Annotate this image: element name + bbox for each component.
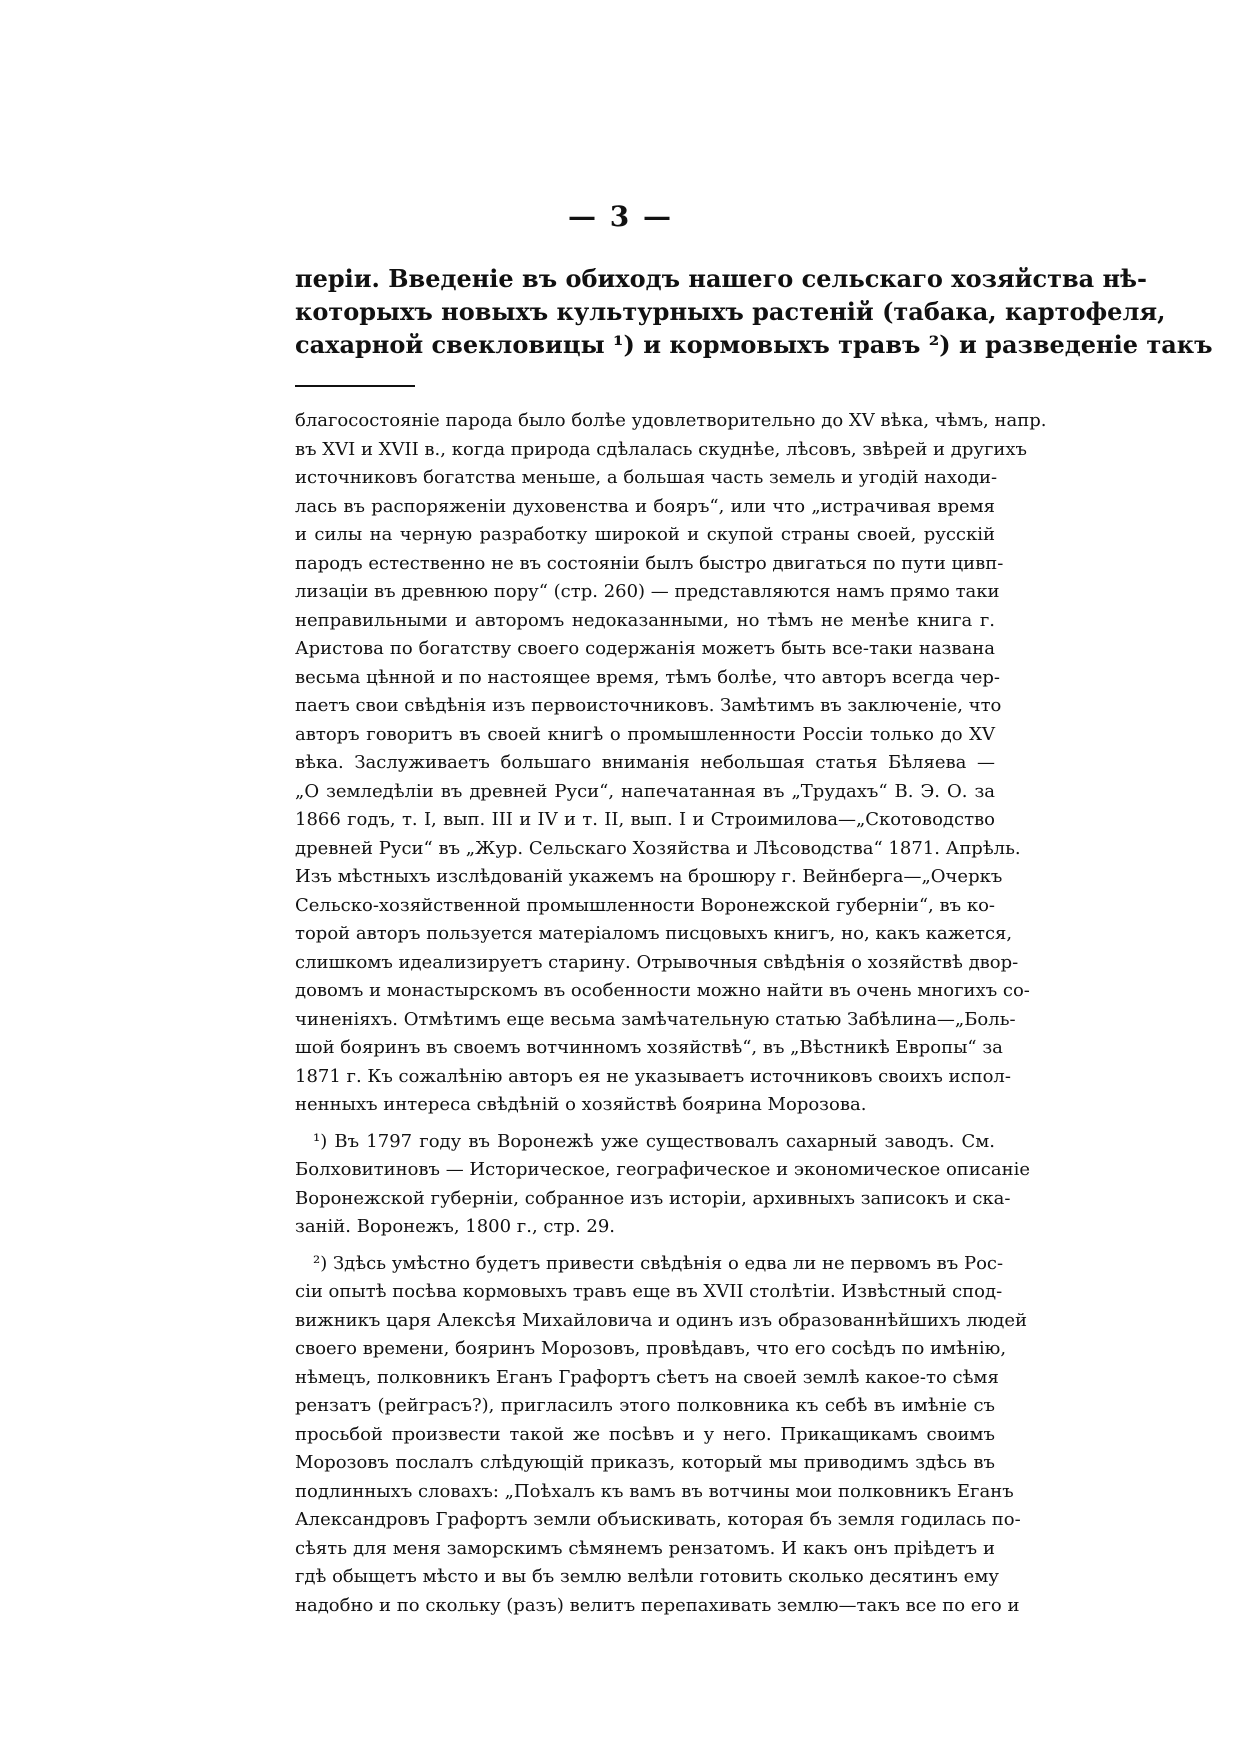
footnote-line: чиненіяхъ. Отмѣтимъ еще весьма замѣчательную статью Забѣлина—„Боль- (295, 1008, 1016, 1030)
page-number: — 3 — (568, 200, 673, 233)
footnote-line: шой бояринъ въ своемъ вотчинномъ хозяйствѣ“, въ „Вѣстникѣ Европы“ за (295, 1037, 1003, 1058)
footnote-line: Александровъ Графортъ земли объискивать, которая бъ земля годилась по- (295, 1509, 1021, 1530)
footnote-line: Воронежской губерніи, собранное изъ исторіи, архивныхъ записокъ и ска- (295, 1187, 1011, 1209)
footnote-line: Морозовъ послалъ слѣдующій приказъ, который мы приводимъ здѣсь въ (295, 1452, 995, 1473)
main-text-line: которыхъ новыхъ культурныхъ растеній (табака, картофеля, (295, 297, 1166, 326)
footnote-line: въ XVI и XVII в., когда природа сдѣлалась скуднѣе, лѣсовъ, звѣрей и другихъ (295, 438, 1027, 460)
footnote-separator (295, 385, 415, 387)
footnote-line: 1871 г. Къ сожалѣнію авторъ ея не указываетъ источниковъ своихъ испол- (295, 1065, 1011, 1087)
footnote-line: своего времени, бояринъ Морозовъ, провѣдавъ, что его сосѣдъ по имѣнію, (295, 1338, 1007, 1359)
footnote-continuation (295, 407, 1047, 1120)
footnote-line: сіи опытѣ посѣва кормовыхъ травъ еще въ XVII столѣтіи. Извѣстный спод- (295, 1281, 1003, 1302)
footnote-line: слишкомъ идеализируетъ старину. Отрывочныя свѣдѣнія о хозяйствѣ двор- (295, 951, 1019, 973)
footnote-line: благосостояніе парода было болѣе удовлетворительно до XV вѣка, чѣмъ, напр. (295, 410, 1047, 431)
footnote-line: и силы на черную разработку широкой и скупой страны своей, русскій (295, 524, 995, 545)
footnote-line: надобно и по скольку (разъ) велитъ перепахивать землю—такъ все по его и (295, 1594, 1020, 1616)
main-text (295, 262, 1213, 361)
footnote-line: Сельско-хозяйственной промышленности Воронежской губерніи“, въ ко- (295, 894, 995, 916)
footnote-line: древней Руси“ въ „Жур. Сельскаго Хозяйства и Лѣсоводства“ 1871. Апрѣль. (295, 837, 1021, 859)
footnote-line: довомъ и монастырскомъ въ особенности можно найти въ очень многихъ со- (295, 980, 1030, 1001)
footnote-line: вижникъ царя Алексѣя Михайловича и одинъ изъ образованнѣйшихъ людей (295, 1309, 1028, 1331)
footnote-line: „О земледѣліи въ древней Руси“, напечатанная въ „Трудахъ“ В. Э. О. за (295, 780, 995, 802)
footnote-2 (295, 1250, 1028, 1621)
footnote-line: ненныхъ интереса свѣдѣній о хозяйствѣ боярина Морозова. (295, 1094, 867, 1115)
footnote-line: пародъ естественно не въ состояніи былъ быстро двигаться по пути цивп- (295, 552, 1004, 574)
footnote-line: лизаціи въ древнюю пору“ (стр. 260) — представляются намъ прямо таки (295, 581, 1000, 602)
footnote-line: источниковъ богатства меньше, а большая часть земель и угодій находи- (295, 467, 998, 488)
footnote-line: вѣка. Заслуживаетъ большаго вниманія небольшая статья Бѣляева — (295, 752, 995, 773)
footnote-line: авторъ говоритъ въ своей книгѣ о промышленности Россіи только до XV (295, 723, 995, 745)
footnote-line: неправильными и авторомъ недоказанными, но тѣмъ не менѣе книга г. (295, 609, 995, 631)
footnote-line: сѣять для меня заморскимъ сѣмянемъ рензатомъ. И какъ онъ пріѣдетъ и (295, 1537, 995, 1559)
footnote-line: 1866 годъ, т. I, вып. III и IV и т. II, вып. I и Строимилова—„Скотоводство (295, 809, 995, 830)
footnote-line: торой авторъ пользуется матеріаломъ писцовыхъ книгъ, но, какъ кажется, (295, 923, 1013, 944)
main-text-line: сахарной свекловицы ¹) и кормовыхъ травъ ²) и разведеніе такъ (295, 330, 1213, 359)
footnote-line: просьбой произвести такой же посѣвъ и у него. Прикащикамъ своимъ (295, 1423, 995, 1445)
footnote-line: Аристова по богатству своего содержанія можетъ быть все-таки названа (295, 638, 995, 659)
footnote-line: подлинныхъ словахъ: „Поѣхалъ къ вамъ въ вотчины мои полковникъ Еганъ (295, 1480, 1014, 1502)
footnote-line: ²) Здѣсь умѣстно будетъ привести свѣдѣнія о едва ли не первомъ въ Рос- (313, 1252, 1004, 1274)
footnotes (295, 407, 1047, 1620)
main-text-line: періи. Введеніе въ обиходъ нашего сельскаго хозяйства нѣ- (295, 264, 1147, 293)
footnote-line: Болховитиновъ — Историческое, географическое и экономическое описаніе (295, 1159, 1030, 1180)
footnote-line: рензатъ (рейграсъ?), пригласилъ этого полковника къ себѣ въ имѣніе съ (295, 1395, 995, 1416)
footnote-line: Изъ мѣстныхъ изслѣдованій укажемъ на брошюру г. Вейнберга—„Очеркъ (295, 866, 1003, 887)
footnote-line: гдѣ обыщетъ мѣсто и вы бъ землю велѣли готовить сколько десятинъ ему (295, 1566, 999, 1587)
footnote-line: нѣмецъ, полковникъ Еганъ Графортъ сѣетъ на своей землѣ какое-то сѣмя (295, 1366, 999, 1388)
footnote-line: паетъ свои свѣдѣнія изъ первоисточниковъ. Замѣтимъ въ заключеніе, что (295, 695, 1002, 716)
footnote-1 (295, 1128, 1030, 1242)
footnote-line: ¹) Въ 1797 году въ Воронежѣ уже существовалъ сахарный заводъ. См. (313, 1130, 995, 1152)
footnote-line: лась въ распоряженіи духовенства и бояръ“, или что „истрачивая время (295, 495, 995, 517)
footnote-line: весьма цѣнной и по настоящее время, тѣмъ болѣе, что авторъ всегда чер- (295, 666, 1001, 688)
footnote-line: заній. Воронежъ, 1800 г., стр. 29. (295, 1216, 616, 1237)
